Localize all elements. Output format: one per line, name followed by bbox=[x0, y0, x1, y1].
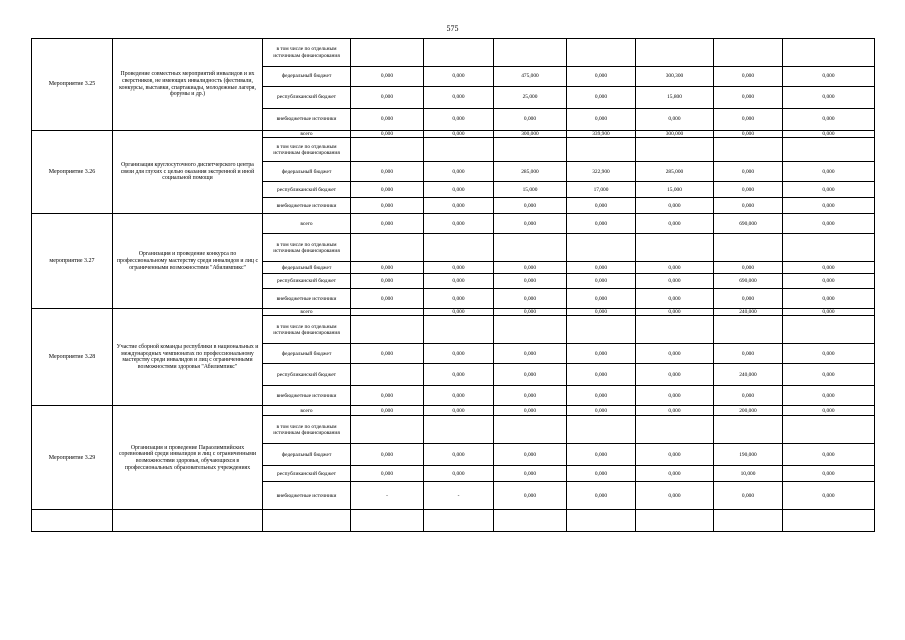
funding-source: внебюджетные источники bbox=[263, 386, 351, 406]
amount-cell bbox=[783, 39, 875, 67]
amount-cell: 0,000 bbox=[424, 182, 494, 198]
amount-cell: 0,000 bbox=[783, 109, 875, 131]
amount-cell: 0,000 bbox=[783, 289, 875, 309]
amount-cell: 322,900 bbox=[567, 162, 636, 182]
table-row bbox=[32, 510, 875, 532]
amount-cell: 0,000 bbox=[636, 386, 714, 406]
amount-cell: 25,000 bbox=[494, 87, 567, 109]
amount-cell: 0,000 bbox=[783, 444, 875, 466]
amount-cell: 0,000 bbox=[783, 87, 875, 109]
amount-cell: 0,000 bbox=[567, 198, 636, 214]
amount-cell: 0,000 bbox=[494, 364, 567, 386]
amount-cell: 0,000 bbox=[783, 198, 875, 214]
funding-source: в том числе по отдельным источникам финансирования bbox=[263, 138, 351, 162]
funding-source: всего bbox=[263, 309, 351, 316]
amount-cell: 0,000 bbox=[424, 262, 494, 274]
amount-cell: 300,000 bbox=[636, 131, 714, 138]
amount-cell bbox=[494, 316, 567, 344]
funding-source: республиканский бюджет bbox=[263, 364, 351, 386]
funding-source: в том числе по отдельным источникам финансирования bbox=[263, 39, 351, 67]
amount-cell: 0,000 bbox=[567, 309, 636, 316]
measure-description: Организация круглосуточного диспетчерского центра связи для глухих с целью оказания экстренной и иной социальной помощи bbox=[113, 131, 263, 214]
amount-cell: 0,000 bbox=[567, 466, 636, 482]
measure-name: Мероприятие 3.25 bbox=[32, 39, 113, 131]
amount-cell: 0,000 bbox=[783, 262, 875, 274]
funding-source: федеральный бюджет bbox=[263, 162, 351, 182]
table-row bbox=[32, 309, 875, 316]
amount-cell: 0,000 bbox=[351, 289, 424, 309]
amount-cell: 0,000 bbox=[783, 309, 875, 316]
amount-cell bbox=[494, 234, 567, 262]
amount-cell: 690,000 bbox=[714, 274, 783, 289]
amount-cell bbox=[714, 416, 783, 444]
amount-cell: 0,000 bbox=[424, 274, 494, 289]
amount-cell: 0,000 bbox=[567, 67, 636, 87]
amount-cell bbox=[783, 416, 875, 444]
amount-cell: 0,000 bbox=[351, 214, 424, 234]
amount-cell: 0,000 bbox=[567, 109, 636, 131]
amount-cell: 0,000 bbox=[714, 87, 783, 109]
amount-cell: 0,000 bbox=[636, 262, 714, 274]
funding-source: внебюджетные источники bbox=[263, 198, 351, 214]
amount-cell: 0,000 bbox=[424, 444, 494, 466]
amount-cell: 0,000 bbox=[783, 67, 875, 87]
amount-cell: 285,000 bbox=[494, 162, 567, 182]
amount-cell: 15,000 bbox=[494, 182, 567, 198]
amount-cell: - bbox=[424, 482, 494, 510]
amount-cell: 0,000 bbox=[636, 444, 714, 466]
amount-cell: 0,000 bbox=[567, 482, 636, 510]
amount-cell: 0,000 bbox=[783, 344, 875, 364]
amount-cell: 0,000 bbox=[351, 67, 424, 87]
amount-cell bbox=[783, 316, 875, 344]
amount-cell: 0,000 bbox=[714, 344, 783, 364]
amount-cell: 0,000 bbox=[567, 262, 636, 274]
amount-cell: 690,000 bbox=[714, 214, 783, 234]
funding-source: федеральный бюджет bbox=[263, 262, 351, 274]
amount-cell: 0,000 bbox=[636, 309, 714, 316]
amount-cell: 300,300 bbox=[636, 67, 714, 87]
amount-cell bbox=[636, 234, 714, 262]
amount-cell: 0,000 bbox=[494, 386, 567, 406]
measure-description: Организация и проведение Параолимпийских соревнований среди инвалидов и лиц с ограниченными возможностями здоровья, обучающихся в профессиональных образовательных учреждениях bbox=[113, 406, 263, 510]
amount-cell bbox=[424, 234, 494, 262]
amount-cell: 0,000 bbox=[424, 109, 494, 131]
amount-cell: 0,000 bbox=[494, 274, 567, 289]
page-number: 575 bbox=[446, 24, 459, 33]
amount-cell bbox=[351, 364, 424, 386]
amount-cell: 0,000 bbox=[714, 131, 783, 138]
amount-cell: 0,000 bbox=[714, 198, 783, 214]
amount-cell: 0,000 bbox=[636, 214, 714, 234]
funding-table bbox=[31, 38, 875, 532]
amount-cell: 0,000 bbox=[351, 444, 424, 466]
funding-source: федеральный бюджет bbox=[263, 444, 351, 466]
amount-cell bbox=[714, 316, 783, 344]
amount-cell: 0,000 bbox=[424, 214, 494, 234]
amount-cell: 0,000 bbox=[424, 406, 494, 416]
amount-cell: 0,000 bbox=[351, 344, 424, 364]
funding-source: всего bbox=[263, 131, 351, 138]
funding-source: федеральный бюджет bbox=[263, 67, 351, 87]
amount-cell: 0,000 bbox=[783, 131, 875, 138]
amount-cell: 0,000 bbox=[494, 262, 567, 274]
funding-source: республиканский бюджет bbox=[263, 182, 351, 198]
amount-cell: 0,000 bbox=[567, 364, 636, 386]
empty-cell bbox=[636, 510, 714, 532]
amount-cell bbox=[636, 316, 714, 344]
amount-cell: 0,000 bbox=[351, 131, 424, 138]
amount-cell: 339,900 bbox=[567, 131, 636, 138]
funding-source: федеральный бюджет bbox=[263, 344, 351, 364]
amount-cell: 0,000 bbox=[636, 482, 714, 510]
amount-cell: 0,000 bbox=[783, 364, 875, 386]
amount-cell bbox=[424, 316, 494, 344]
amount-cell: 0,000 bbox=[636, 364, 714, 386]
table-row bbox=[32, 39, 875, 67]
amount-cell: 0,000 bbox=[783, 214, 875, 234]
empty-cell bbox=[113, 510, 263, 532]
funding-source: в том числе по отдельным источникам финансирования bbox=[263, 316, 351, 344]
amount-cell: 300,000 bbox=[494, 131, 567, 138]
amount-cell: 190,000 bbox=[714, 444, 783, 466]
amount-cell: 200,000 bbox=[714, 406, 783, 416]
amount-cell: 0,000 bbox=[783, 466, 875, 482]
empty-cell bbox=[783, 510, 875, 532]
amount-cell: 0,000 bbox=[783, 182, 875, 198]
amount-cell: 0,000 bbox=[494, 406, 567, 416]
amount-cell bbox=[567, 234, 636, 262]
amount-cell: 0,000 bbox=[783, 274, 875, 289]
amount-cell: 0,000 bbox=[714, 386, 783, 406]
amount-cell bbox=[494, 416, 567, 444]
amount-cell: 17,000 bbox=[567, 182, 636, 198]
amount-cell: - bbox=[351, 482, 424, 510]
funding-source: внебюджетные источники bbox=[263, 482, 351, 510]
amount-cell: 0,000 bbox=[351, 87, 424, 109]
amount-cell bbox=[636, 416, 714, 444]
amount-cell bbox=[424, 416, 494, 444]
amount-cell: 0,000 bbox=[351, 406, 424, 416]
measure-name: Мероприятие 3.29 bbox=[32, 406, 113, 510]
amount-cell bbox=[567, 39, 636, 67]
amount-cell: 15,000 bbox=[636, 182, 714, 198]
amount-cell bbox=[424, 39, 494, 67]
amount-cell bbox=[714, 138, 783, 162]
funding-source: внебюджетные источники bbox=[263, 289, 351, 309]
empty-cell bbox=[714, 510, 783, 532]
amount-cell: 0,000 bbox=[567, 344, 636, 364]
amount-cell: 0,000 bbox=[636, 274, 714, 289]
empty-cell bbox=[32, 510, 113, 532]
amount-cell: 0,000 bbox=[351, 109, 424, 131]
amount-cell bbox=[424, 138, 494, 162]
amount-cell: 0,000 bbox=[714, 109, 783, 131]
amount-cell: 0,000 bbox=[783, 406, 875, 416]
amount-cell: 0,000 bbox=[783, 386, 875, 406]
amount-cell: 240,000 bbox=[714, 364, 783, 386]
amount-cell: 0,000 bbox=[351, 262, 424, 274]
amount-cell: 15,800 bbox=[636, 87, 714, 109]
amount-cell bbox=[567, 416, 636, 444]
amount-cell bbox=[494, 39, 567, 67]
amount-cell: 240,000 bbox=[714, 309, 783, 316]
amount-cell bbox=[783, 234, 875, 262]
amount-cell: 0,000 bbox=[424, 344, 494, 364]
amount-cell: 0,000 bbox=[424, 466, 494, 482]
amount-cell: 0,000 bbox=[714, 262, 783, 274]
amount-cell: 0,000 bbox=[494, 344, 567, 364]
table-row bbox=[32, 214, 875, 234]
table-row bbox=[32, 131, 875, 138]
amount-cell: 0,000 bbox=[424, 162, 494, 182]
amount-cell bbox=[351, 138, 424, 162]
amount-cell: 0,000 bbox=[567, 274, 636, 289]
amount-cell: 0,000 bbox=[636, 406, 714, 416]
amount-cell: 0,000 bbox=[714, 67, 783, 87]
amount-cell bbox=[636, 39, 714, 67]
amount-cell: 0,000 bbox=[424, 309, 494, 316]
empty-cell bbox=[424, 510, 494, 532]
amount-cell: 285,000 bbox=[636, 162, 714, 182]
funding-source: республиканский бюджет bbox=[263, 274, 351, 289]
amount-cell: 0,000 bbox=[494, 444, 567, 466]
amount-cell bbox=[494, 138, 567, 162]
funding-source: в том числе по отдельным источникам финансирования bbox=[263, 234, 351, 262]
amount-cell: 0,000 bbox=[494, 289, 567, 309]
amount-cell bbox=[567, 138, 636, 162]
amount-cell: 0,000 bbox=[424, 87, 494, 109]
amount-cell: 0,000 bbox=[636, 344, 714, 364]
amount-cell: 475,000 bbox=[494, 67, 567, 87]
amount-cell: 0,000 bbox=[636, 109, 714, 131]
amount-cell bbox=[351, 234, 424, 262]
amount-cell bbox=[567, 316, 636, 344]
amount-cell: 0,000 bbox=[636, 466, 714, 482]
measure-name: Мероприятие 3.26 bbox=[32, 131, 113, 214]
amount-cell: 0,000 bbox=[351, 386, 424, 406]
amount-cell: 0,000 bbox=[636, 198, 714, 214]
amount-cell: 0,000 bbox=[424, 67, 494, 87]
amount-cell: 0,000 bbox=[424, 198, 494, 214]
amount-cell bbox=[351, 309, 424, 316]
amount-cell: 0,000 bbox=[351, 182, 424, 198]
amount-cell: 0,000 bbox=[714, 182, 783, 198]
amount-cell: 0,000 bbox=[567, 444, 636, 466]
amount-cell: 0,000 bbox=[424, 364, 494, 386]
amount-cell: 0,000 bbox=[424, 289, 494, 309]
amount-cell: 0,000 bbox=[494, 198, 567, 214]
amount-cell bbox=[636, 138, 714, 162]
amount-cell: 10,000 bbox=[714, 466, 783, 482]
amount-cell bbox=[714, 234, 783, 262]
amount-cell bbox=[351, 39, 424, 67]
measure-description: Организация и проведение конкурса по профессиональному мастерству среди инвалидов и лиц с ограниченными возможностями "Абилимпикс" bbox=[113, 214, 263, 309]
measure-description: Проведение совместных мероприятий инвалидов и их сверстников, не имеющих инвалидность (фестивали, конкурсы, выставки, спартакиады, молодежные лагеря, форумы и др.) bbox=[113, 39, 263, 131]
amount-cell: 0,000 bbox=[424, 386, 494, 406]
empty-cell bbox=[567, 510, 636, 532]
empty-cell bbox=[494, 510, 567, 532]
amount-cell: 0,000 bbox=[714, 162, 783, 182]
amount-cell: 0,000 bbox=[494, 214, 567, 234]
funding-source: в том числе по отдельным источникам финансирования bbox=[263, 416, 351, 444]
measure-description: Участие сборной команды республики в национальных и международных чемпионатах по профессиональному мастерству среди инвалидов и лиц с ограниченными возможностями здоровья "Абилимпикс" bbox=[113, 309, 263, 406]
amount-cell bbox=[351, 416, 424, 444]
amount-cell: 0,000 bbox=[424, 131, 494, 138]
amount-cell: 0,000 bbox=[494, 482, 567, 510]
amount-cell: 0,000 bbox=[494, 109, 567, 131]
amount-cell: 0,000 bbox=[567, 289, 636, 309]
amount-cell: 0,000 bbox=[567, 386, 636, 406]
table-row bbox=[32, 406, 875, 416]
empty-cell bbox=[351, 510, 424, 532]
measure-name: мероприятие 3.27 bbox=[32, 214, 113, 309]
amount-cell: 0,000 bbox=[494, 466, 567, 482]
funding-source: внебюджетные источники bbox=[263, 109, 351, 131]
amount-cell bbox=[351, 316, 424, 344]
amount-cell bbox=[714, 39, 783, 67]
amount-cell: 0,000 bbox=[714, 289, 783, 309]
amount-cell: 0,000 bbox=[783, 482, 875, 510]
measure-name: Мероприятие 3.28 bbox=[32, 309, 113, 406]
funding-source: всего bbox=[263, 406, 351, 416]
amount-cell: 0,000 bbox=[636, 289, 714, 309]
funding-source: всего bbox=[263, 214, 351, 234]
funding-source: республиканский бюджет bbox=[263, 87, 351, 109]
amount-cell: 0,000 bbox=[567, 87, 636, 109]
empty-cell bbox=[263, 510, 351, 532]
amount-cell: 0,000 bbox=[351, 162, 424, 182]
amount-cell: 0,000 bbox=[783, 162, 875, 182]
amount-cell: 0,000 bbox=[567, 214, 636, 234]
amount-cell: 0,000 bbox=[351, 274, 424, 289]
amount-cell: 0,000 bbox=[351, 466, 424, 482]
amount-cell: 0,000 bbox=[351, 198, 424, 214]
amount-cell bbox=[783, 138, 875, 162]
amount-cell: 0,000 bbox=[567, 406, 636, 416]
amount-cell: 0,000 bbox=[494, 309, 567, 316]
amount-cell: 0,000 bbox=[714, 482, 783, 510]
funding-source: республиканский бюджет bbox=[263, 466, 351, 482]
